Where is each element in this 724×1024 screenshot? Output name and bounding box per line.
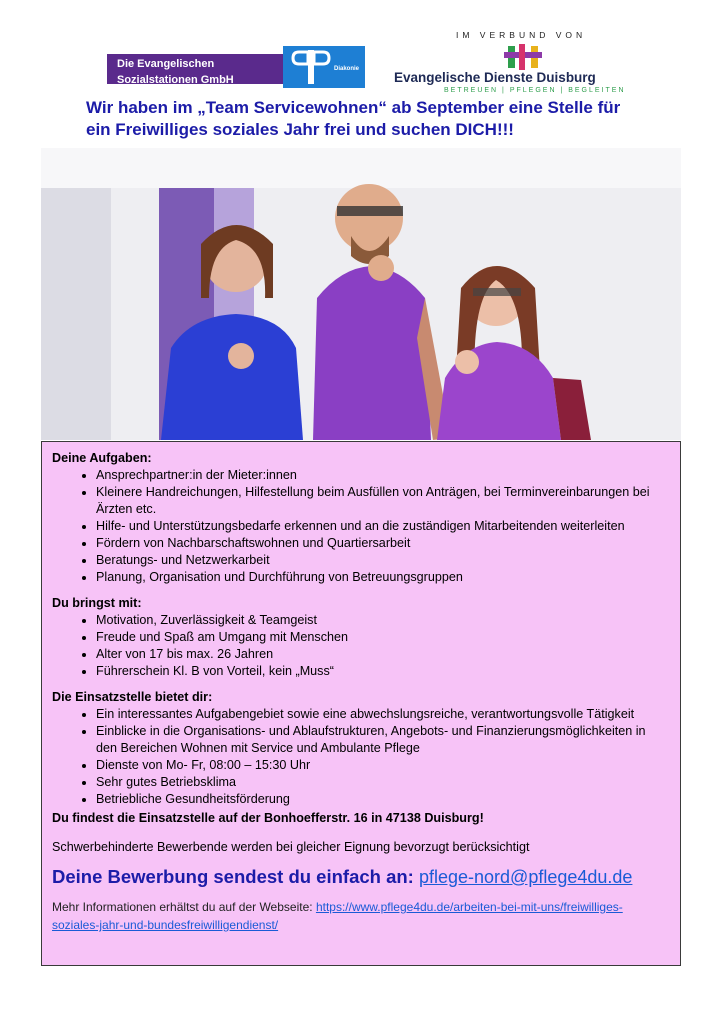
apply-email-link[interactable]: pflege-nord@pflege4du.de: [418, 867, 633, 887]
section-requirements: [52, 595, 670, 680]
task-list: [52, 467, 670, 586]
list-item: • Fördern von Nachbarschaftswohnen und Quartiersarbeit: [96, 535, 670, 552]
team-photo: [41, 148, 681, 440]
address-text: Du findest die Einsatzstelle auf der Bonhoefferstr. 16 in 47138 Duisburg!: [52, 811, 484, 825]
apply-label: Deine Bewerbung sendest du einfach an:: [52, 866, 414, 887]
list-item: • Einblicke in die Organisations- und Ablaufstrukturen, Angebots- und Finanzierungsmöglichkeiten in den Bereichen Wohnen mit Service und Ambulante Pflege: [96, 723, 670, 757]
list-item: • Dienste von Mo- Fr, 08:00 – 15:30 Uhr: [96, 757, 670, 774]
logo-evangelische-dienste-duisburg: [394, 30, 664, 94]
disability-note: Schwerbehinderte Bewerbende werden bei gleicher Eignung bevorzugt berücksichtigt: [52, 840, 530, 854]
diakonie-logo-icon: [283, 46, 365, 88]
list-item: • Sehr gutes Betriebsklima: [96, 774, 670, 791]
section-tasks: [52, 450, 670, 586]
offer-list: [52, 706, 670, 808]
page-headline: [86, 97, 646, 141]
requirement-list: [52, 612, 670, 680]
list-item: • Freude und Spaß am Umgang mit Menschen: [96, 629, 670, 646]
headline-line-2: ein Freiwilliges soziales Jahr frei und suchen DICH!!!: [86, 120, 514, 139]
more-info-label: Mehr Informationen erhältst du auf der Webseite:: [52, 900, 313, 914]
section-title: Du bringst mit:: [52, 596, 142, 610]
more-info-link[interactable]: https://www.pflege4du.de/arbeiten-bei-mit-uns/freiwilliges-soziales-jahr-und-bundesfreiwilligendienst/: [52, 900, 623, 932]
list-item: • Ein interessantes Aufgabengebiet sowie eine abwechslungsreiche, verantwortungsvolle Tätigkeit: [96, 706, 670, 723]
application-line: [52, 868, 670, 886]
logo-right-tagline: BETREUEN | PFLEGEN | BEGLEITEN: [444, 87, 626, 94]
team-photo-illustration: [41, 148, 681, 440]
list-item: • Hilfe- und Unterstützungsbedarfe erkennen und an die zuständigen Mitarbeitenden weiterleiten: [96, 518, 670, 535]
section-title: Deine Aufgaben:: [52, 451, 152, 465]
logo-evangelische-sozialstationen: [107, 46, 365, 88]
logo-right-name: Evangelische Dienste Duisburg: [394, 70, 596, 85]
job-info-box: [41, 441, 681, 966]
list-item: • Betriebliche Gesundheitsförderung: [96, 791, 670, 808]
section-title: Die Einsatzstelle bietet dir:: [52, 690, 213, 704]
logo-left-line2: Sozialstationen GmbH: [117, 74, 234, 86]
list-item: • Motivation, Zuverlässigkeit & Teamgeist: [96, 612, 670, 629]
headline-line-1: Wir haben im „Team Servicewohnen“ ab September eine Stelle für: [86, 98, 621, 117]
list-item: • Planung, Organisation und Durchführung von Betreuungsgruppen: [96, 569, 670, 586]
duisburg-mark-icon: [504, 44, 544, 70]
list-item: • Führerschein Kl. B von Vorteil, kein „Muss“: [96, 663, 670, 680]
diakonie-badge-label: Diakonie: [333, 66, 359, 72]
list-item: • Kleinere Handreichungen, Hilfestellung beim Ausfüllen von Anträgen, bei Terminvereinbarungen bei Ärzten etc.: [96, 484, 670, 518]
more-info: [52, 898, 670, 934]
list-item: • Alter von 17 bis max. 26 Jahren: [96, 646, 670, 663]
list-item: • Ansprechpartner:in der Mieter:innen: [96, 467, 670, 484]
logo-right-top-text: IM VERBUND VON: [456, 30, 587, 40]
section-offers: [52, 689, 670, 808]
logo-left-line1: Die Evangelischen: [117, 58, 215, 70]
list-item: • Beratungs- und Netzwerkarbeit: [96, 552, 670, 569]
logo-left-banner: [107, 54, 293, 84]
